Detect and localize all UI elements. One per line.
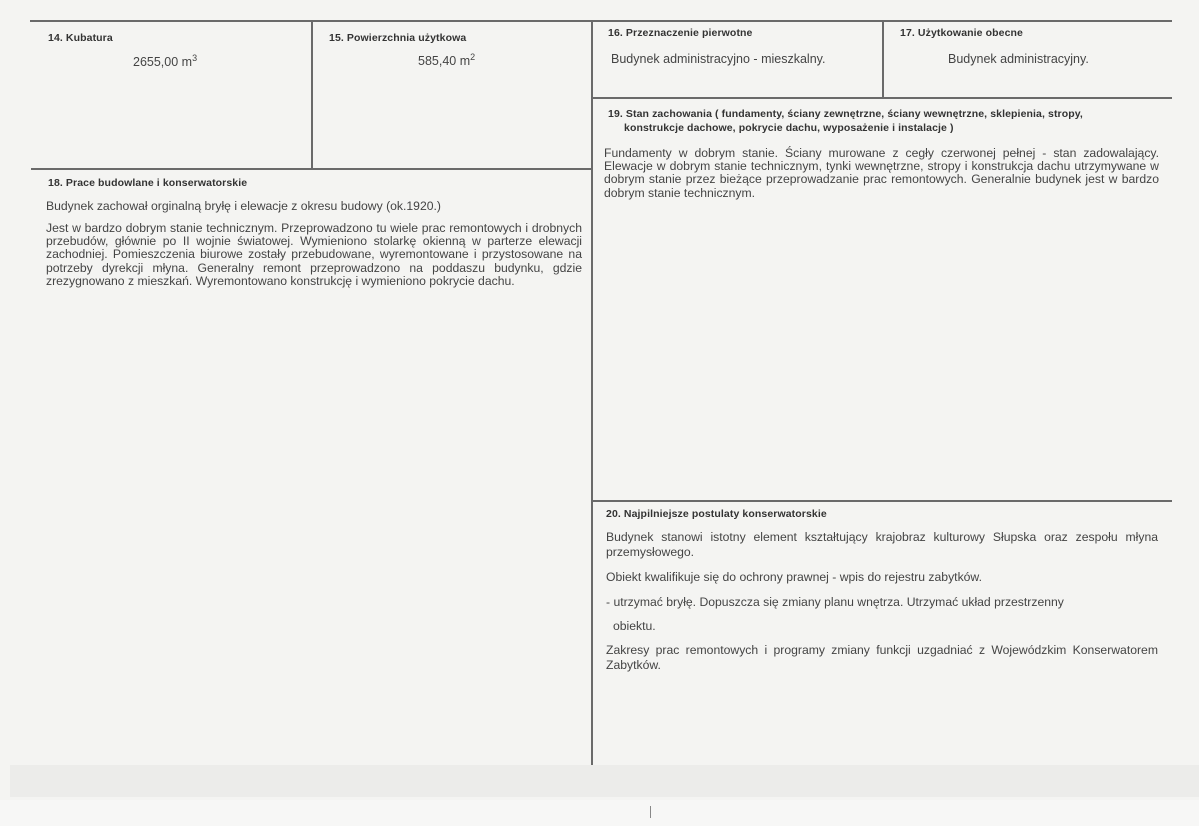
divider-center [591,21,593,766]
kubatura-number: 2655,00 m [133,55,193,70]
field-19-label-line-2: konstrukcje dachowe, pokrycie dachu, wyposażenie i instalacje ) [624,122,954,134]
field-15-label: 15. Powierzchnia użytkowa [329,32,467,44]
top-border-line [30,20,1172,22]
field-19-text: Fundamenty w dobrym stanie. Ściany murowane z cegły czerwonej pełnej - stan zadowalający. Elewacje w dobrym stanie technicznym, tynki wewnętrzne, stropy i konstrukcja dachu utrzymywane w dobrym stanie przez bieżące przeprowadzanie prac remontowych. Generalnie budynek jest w bardzo dobrym stanie technicznym. [604,146,1159,200]
field-17-label: 17. Użytkowanie obecne [900,27,1023,39]
field-16-value: Budynek administracyjno - mieszkalny. [611,52,826,66]
field-15-value [418,52,475,68]
field-14-value [133,53,197,69]
field-20-paragraph-3-line-2: obiektu. [613,619,656,633]
field-14-label: 14. Kubatura [48,32,113,44]
field-20-paragraph-4: Zakresy prac remontowych i programy zmiany funkcji uzgadniać z Wojewódzkim Konserwatorem Zabytków. [606,643,1158,672]
page-edge [0,800,1199,826]
field-20-paragraph-1: Budynek stanowi istotny element kształtujący krajobraz kulturowy Słupska oraz zespołu młyna przemysłowego. [606,530,1158,559]
divider-14-15 [311,21,313,169]
divider-16-17 [882,21,884,98]
field-18-paragraph-1: Budynek zachował orginalną bryłę i elewacje z okresu budowy (ok.1920.) [46,199,441,213]
divider-17-19 [592,97,1172,99]
field-20-paragraph-3-line-1: - utrzymać bryłę. Dopuszcza się zmiany planu wnętrza. Utrzymać układ przestrzenny [606,595,1064,609]
bottom-margin-strip [10,765,1199,797]
field-19-label-line-1: 19. Stan zachowania ( fundamenty, ściany zewnętrzne, ściany wewnętrzne, sklepienia, stropy, [608,108,1083,120]
area-unit-exponent: 2 [470,52,476,62]
field-20-label: 20. Najpilniejsze postulaty konserwatorskie [606,508,827,520]
field-17-value: Budynek administracyjny. [948,52,1089,66]
fold-mark [650,806,651,818]
field-18-paragraph-2: Jest w bardzo dobrym stanie technicznym. Przeprowadzono tu wiele prac remontowych i drobnych przebudów, głównie po II wojnie światowej. Wymieniono stolarkę okienną w parterze elewacji zachodniej. Pomieszczenia biurowe zostały przebudowane, wyremontowane i przystosowane na potrzeby dyrekcji młyna. Generalny remont przeprowadzono na poddaszu budynku, gdzie zrezygnowano z mieszkań. Wyremontowano konstrukcję i wymieniono pokrycie dachu. [46,221,582,288]
divider-19-20 [592,500,1172,502]
field-18-label: 18. Prace budowlane i konserwatorskie [48,177,248,189]
field-20-paragraph-2: Obiekt kwalifikuje się do ochrony prawnej - wpis do rejestru zabytków. [606,570,982,584]
area-number: 585,40 m [418,54,471,69]
field-16-label: 16. Przeznaczenie pierwotne [608,27,753,39]
divider-14-18 [31,168,592,170]
kubatura-unit-exponent: 3 [192,53,198,63]
